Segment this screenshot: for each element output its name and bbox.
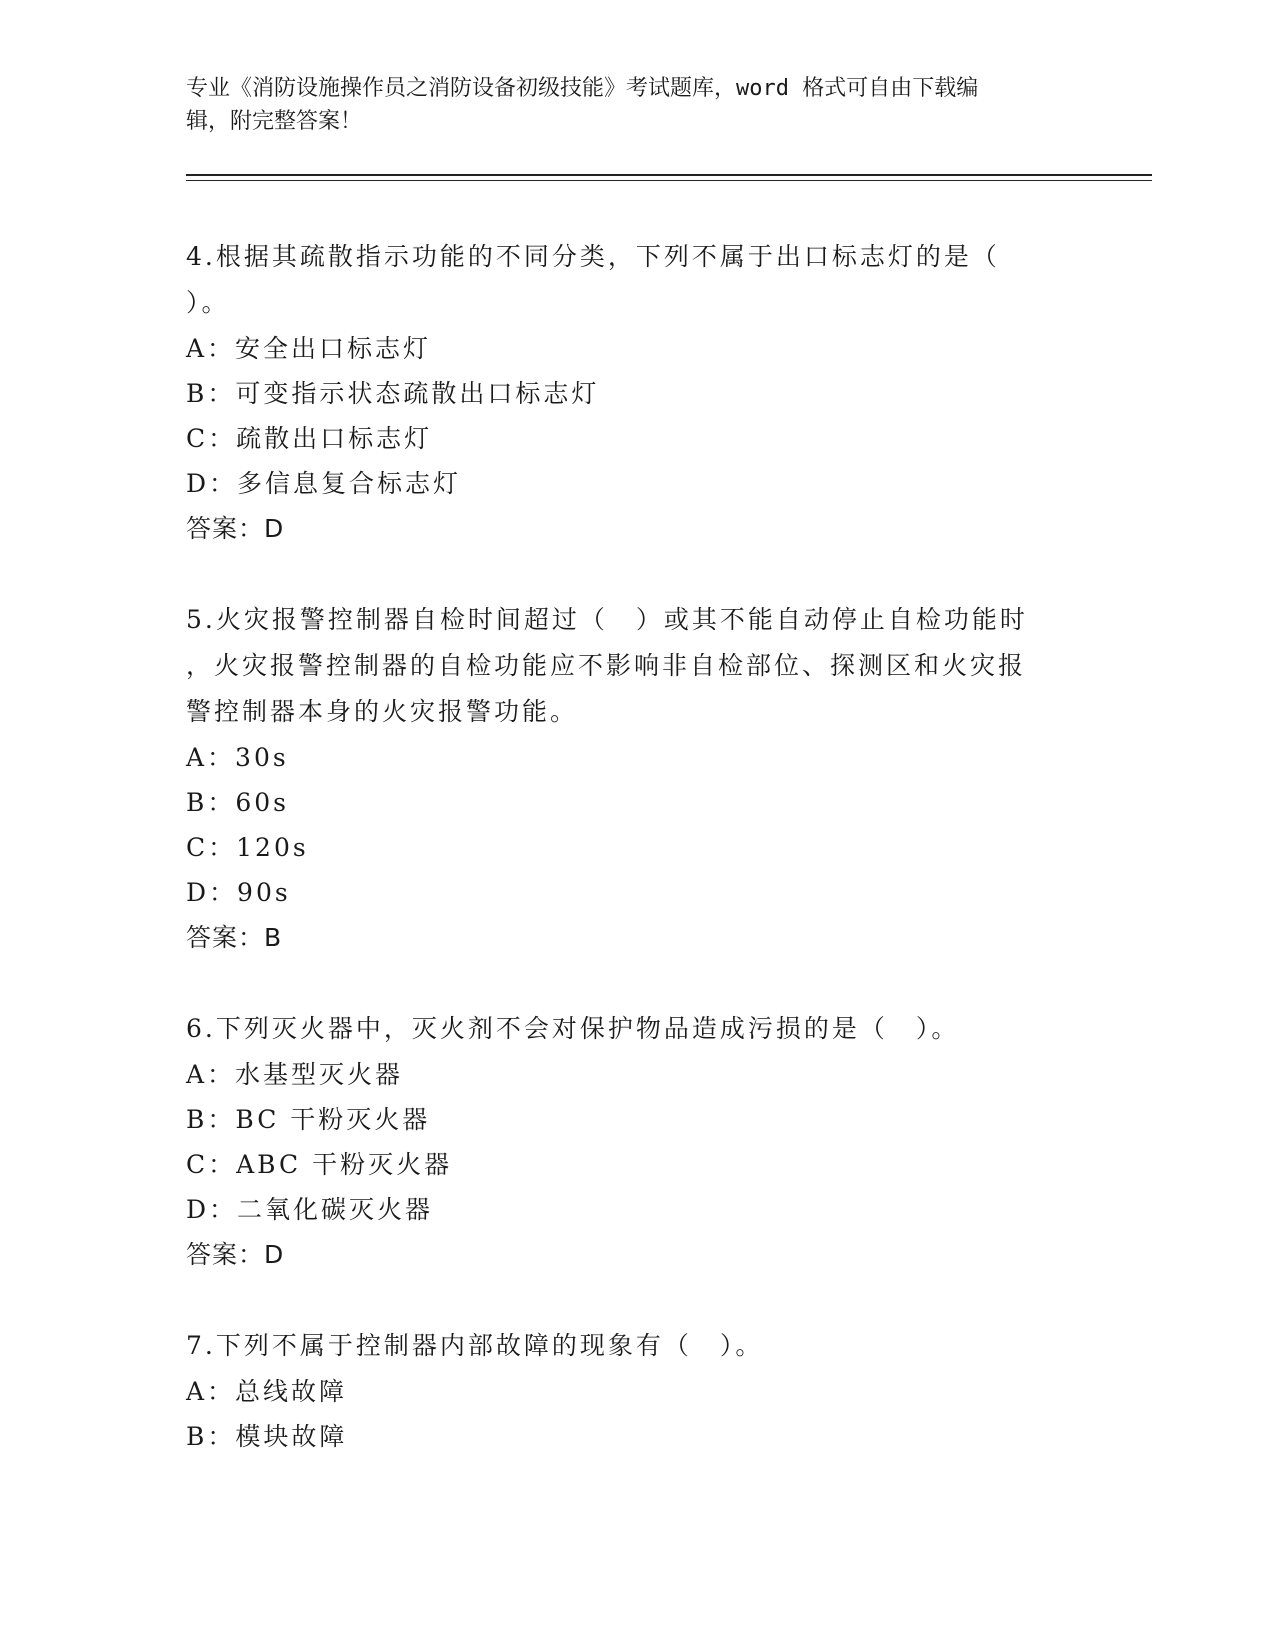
- option-b: B：可变指示状态疏散出口标志灯: [186, 379, 600, 408]
- question-text-line: 7.下列不属于控制器内部故障的现象有（ ）。: [186, 1331, 764, 1360]
- question-text-line: ）。: [186, 288, 230, 317]
- option-b: B：BC 干粉灭火器: [186, 1105, 431, 1134]
- option-c: C：120s: [186, 833, 309, 862]
- question-text-line: 警控制器本身的火灾报警功能。: [186, 697, 579, 726]
- question-text-line: 5.火灾报警控制器自检时间超过（ ）或其不能自动停止自检功能时: [186, 605, 1028, 634]
- question-4: [186, 234, 1066, 552]
- option-d: D：二氧化碳灭火器: [186, 1195, 434, 1224]
- option-b: B：模块故障: [186, 1422, 348, 1451]
- option-a: A：水基型灭火器: [186, 1060, 404, 1089]
- option-a: A：30s: [186, 743, 289, 772]
- option-b: B：60s: [186, 788, 290, 817]
- option-d: D：多信息复合标志灯: [186, 469, 462, 498]
- answer-line: 答案：B: [186, 923, 283, 952]
- header-divider-thin: [186, 180, 1152, 181]
- option-a: A：安全出口标志灯: [186, 334, 432, 363]
- document-header: [186, 72, 1066, 138]
- question-5: [186, 597, 1066, 961]
- question-6: [186, 1006, 1066, 1278]
- question-text-line: ，火灾报警控制器的自检功能应不影响非自检部位、探测区和火灾报: [186, 651, 1027, 680]
- question-7: [186, 1323, 1066, 1459]
- question-list: [186, 234, 1066, 1504]
- header-line-1: 专业《消防设施操作员之消防设备初级技能》考试题库，word 格式可自由下载编: [186, 76, 979, 101]
- header-divider-thick: [186, 174, 1152, 176]
- question-text-line: 4.根据其疏散指示功能的不同分类，下列不属于出口标志灯的是（: [186, 242, 1000, 271]
- option-c: C：疏散出口标志灯: [186, 424, 433, 453]
- option-d: D：90s: [186, 878, 291, 907]
- answer-line: 答案：D: [186, 1240, 285, 1269]
- option-c: C：ABC 干粉灭火器: [186, 1150, 453, 1179]
- question-text-line: 6.下列灭火器中，灭火剂不会对保护物品造成污损的是（ ）。: [186, 1014, 960, 1043]
- option-a: A：总线故障: [186, 1377, 348, 1406]
- answer-line: 答案：D: [186, 514, 285, 543]
- header-line-2: 辑，附完整答案！: [186, 109, 363, 134]
